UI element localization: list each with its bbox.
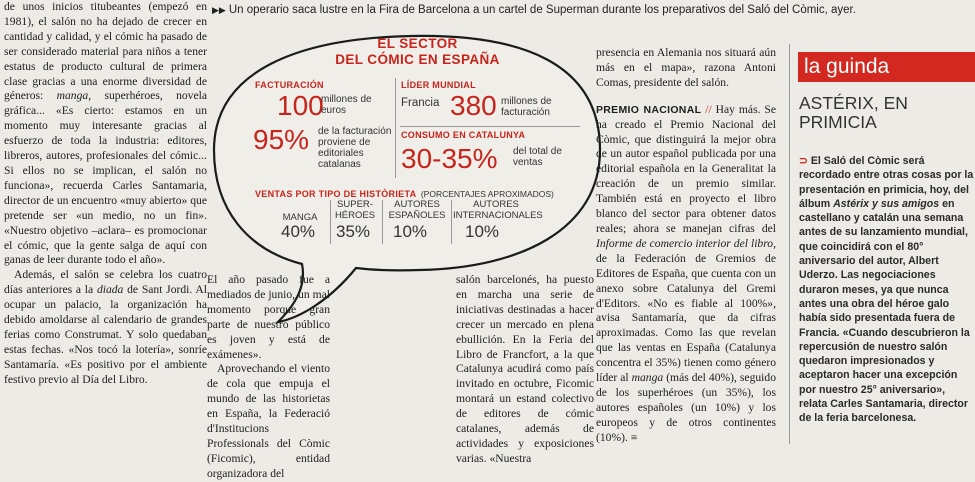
catalan-share-desc: de la facturación proviene de editoriales catalanas: [318, 126, 392, 170]
divider-horizontal: [400, 126, 580, 127]
sales-divider: [451, 200, 452, 244]
catalan-share-value: 95%: [253, 124, 310, 155]
billing-unit: millones de euros: [321, 94, 372, 116]
sales-category-value: 10%: [465, 222, 500, 241]
sales-category-name: AUTORES INTERNACIONALES: [453, 199, 543, 221]
billing-value: 100: [277, 90, 324, 121]
article-column-4: [596, 46, 776, 446]
sales-note: (PORCENTAJES APROXIMADOS): [420, 189, 554, 199]
sales-category-name: MANGA: [282, 212, 318, 223]
sidebar-divider: [789, 44, 790, 444]
sidebar-title: ASTÉRIX, EN PRIMICIA: [799, 93, 908, 132]
sales-category-value: 35%: [336, 222, 371, 241]
catalonia-consumption-desc: del total de ventas: [513, 146, 562, 168]
paragraph: salón barcelonés, ha puesto en marcha una serie de iniciativas destinadas a hacer crecer un mercado en plena ebullición. En la Feria del Libro de Francfort, a la que Catalunya acudirá como país invitado en octubre, Ficomic montará un estand colectivo de editores de cómic catalanes, además de actividades y exposiciones varias. «Nuestra: [456, 273, 594, 465]
section-lead: PREMIO NACIONAL: [596, 103, 702, 116]
infographic-title-line1: EL SECTOR: [377, 36, 458, 51]
article-column-2: [207, 273, 330, 482]
sales-category-value: 10%: [393, 222, 428, 241]
paragraph: PREMIO NACIONAL // Hay más. Se ha creado el Premio Nacional del Còmic, que distinguirá la mejor obra de un autor español publicada por una editorial española en la Generalitat la creación de un premio similar. También está en proyecto el libro blanco del sector para obtener datos reales; ahora se manejan cifras del Informe de comercio interior del libro, de la Federación de Gremios de Editores de España, que cuenta con un anexo sobre Catalunya del Gremi d'Editors. «No es fiable al 100%», avisa Santamaría, que da cifras aproximadas. Como las que revelan que las ventas en España (Catalunya concentra el 35%) tienen como género líder al manga (más del 40%), seguido de los superhéroes (un 35%), los autores españoles (un 10%) y los europeos y de otros continentes (10%). ≡: [596, 102, 777, 444]
infographic-title-line2: DEL CÓMIC EN ESPAÑA: [335, 52, 500, 67]
sidebar-la-guinda: [789, 42, 975, 445]
article-column-3: [366, 273, 594, 467]
sales-divider: [330, 200, 331, 244]
sales-label: VENTAS POR TIPO DE HISTÒRIETA: [255, 189, 417, 199]
sidebar-tag: la guinda: [798, 52, 975, 82]
paragraph: Además, el salón se celebra los cuatro días anteriores a la diada de Sant Jordi. Al ocupar un palacio, la organización ha debido amoldarse al calendario de grandes ferias como Construmat. Y solo quedaban estas fechas. «Nos tocó la lotería», sonríe Santamaría. «Es positivo por el ambiente festivo previo al Día del Libro.: [4, 268, 207, 386]
infographic: [245, 30, 590, 260]
paragraph: El año pasado fue a mediados de junio, un mal momento porque gran parte de nuestro público es joven y está de exámenes».: [207, 273, 330, 361]
sidebar-body: ⊃ El Saló del Còmic será recordado entre otras cosas por la presentación en primicia, hoy, del álbum Astérix y sus amigos en castellano y catalán una semana antes de su lanzamiento mundial, que coincidirá con el 80° aniversario del autor, Albert Uderzo. Las negociaciones duraron meses, ya que nunca antes una obra del héroe galo había sido presentada fuera de Francia. «Cuando descubrieron la repercusión de nuestro salón quedaron impresionados y aceptaron hacer una excepción por nuestro 25° aniversario», relata Carles Santamaria, director de la feria barcelonesa.: [799, 155, 974, 425]
divider-vertical: [395, 78, 396, 178]
bullet-icon: ⊃: [799, 155, 811, 167]
sales-category-value: 40%: [281, 222, 316, 241]
world-leader-label: LÍDER MUNDIAL: [401, 80, 476, 90]
paragraph: Aprovechando el viento de cola que empuja el mundo de las historietas en España, la Federació d'Institucions Professionals del Còmic (Ficomic), entidad organizadora del: [207, 362, 330, 480]
world-leader-value: 380: [450, 90, 497, 121]
paragraph: presencia en Alemania nos situará aún más en el mapa», razona Antoni Comas, presidente del salón.: [596, 46, 776, 89]
sales-divider: [382, 200, 383, 244]
billing-label: FACTURACIÓN: [255, 80, 324, 90]
catalonia-consumption-label: CONSUMO EN CATALUNYA: [401, 130, 526, 140]
article-column-1: [4, 0, 207, 388]
paragraph: de unos inicios titubeantes (empezó en 1981), el salón no ha dejado de crecer en cantidad y calidad, y el cómic ha pasado de ser considerado material para niños a tener estatus de producto cultural de primera clase gracias a una enorme diversidad de géneros: manga, superhéroes, novela gráfica... «Es cierto: estamos en un momento muy interesante gracias al esfuerzo de toda la industria: editores, libreros, autores, profesionales del cómic... Si ellos no se implican, el salón no funciona», recuerda Carles Santamaria, director de un encuentro «muy abierto» que pretende ser «un medio, no un fin». «Nuestro objetivo –aclara– es promocionar el cómic, que la gente salga de aquí con ganas de leer durante todo el año».: [4, 0, 207, 267]
world-leader-unit: millones de facturación: [501, 96, 552, 118]
catalonia-consumption-value: 30-35%: [401, 143, 498, 174]
world-leader-country: Francia: [401, 97, 440, 109]
caption-text: Un operario saca lustre en la Fira de Barcelona a un cartel de Superman durante los preparativos del Saló del Còmic, ayer.: [228, 4, 856, 16]
sales-category-name: AUTORES ESPAÑOLES: [388, 199, 446, 221]
sales-category-name: SUPER-HÉROES: [334, 199, 376, 221]
caption-arrows-icon: ▶▶: [212, 5, 226, 15]
